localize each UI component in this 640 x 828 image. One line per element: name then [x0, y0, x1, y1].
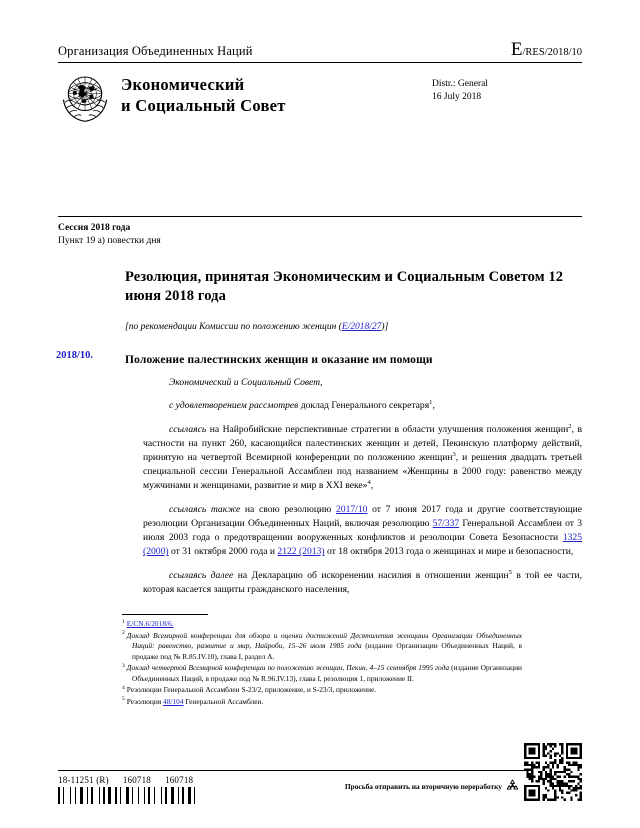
title-block — [56, 268, 582, 368]
footnote-2 — [122, 631, 522, 663]
p2-footnote-ref[interactable]: 1 — [429, 399, 433, 407]
organ-title-line1: Экономический — [121, 75, 245, 94]
distribution-block — [432, 70, 582, 104]
p3-b: , в частности на пункт 260, касающийся палестинских женщин и детей, Пекинскую платформу действий, принятую на четвертой Всемирной конференции по положению женщин — [143, 423, 582, 464]
organization-name: Организация Объединенных Наций — [58, 44, 253, 58]
p4-d: от 31 октября 2000 года и — [168, 546, 278, 558]
footnote-2-title: Доклад Всемирной конференции для обзора и оценки достижений Десятилетия женщины Организации Объединенных Наций: равенство, развитие и мир, Найроби, 15–26 июля 1985 года — [126, 630, 522, 651]
masthead-rule — [58, 62, 582, 63]
p4-c: Генеральной Ассамблеи от 3 июля 2003 года о предотвращении вооруженных конфликтов и резолюции Совета Безопасности — [143, 518, 582, 544]
qr-code — [524, 743, 582, 801]
recycle-note — [345, 775, 520, 795]
p3-footnote-ref-4[interactable]: 4 — [367, 479, 371, 487]
footnote-1 — [122, 619, 522, 630]
footnote-5-number: 5 — [122, 696, 125, 703]
p5-b: в той ее части, которая касается защиты гражданского населения, — [143, 570, 582, 596]
paragraph-recalling — [143, 423, 582, 493]
document-symbol-rest: /RES/2018/10 — [522, 47, 582, 58]
organ-title-line2: и Социальный Совет — [121, 96, 286, 116]
p2-italic: с удовлетворением рассмотрев — [169, 400, 299, 412]
p3-italic: ссылаясь — [169, 423, 207, 435]
recycle-icon — [505, 778, 520, 795]
footnote-5-text: Генеральной Ассамблеи. — [183, 696, 264, 706]
footnote-2-text: (издание Организации Объединенных Наций, в продаже под № R.85.IV.10), глава I, раздел A. — [132, 641, 522, 661]
page-title: Резолюция, принятая Экономическим и Социальным Советом 12 июня 2018 года — [125, 269, 564, 305]
footnote-4 — [122, 685, 522, 696]
resolution-subject: Положение палестинских женщин и оказание им помощи — [125, 354, 433, 367]
paragraph-organ — [143, 376, 582, 390]
job-number — [58, 775, 199, 785]
paragraph-recalling-also — [143, 503, 582, 559]
footer-rule — [58, 770, 582, 771]
job-date-2: 160718 — [165, 775, 194, 785]
job-date-1: 160718 — [122, 775, 152, 785]
session-label: Сессия 2018 года — [58, 223, 131, 233]
recommendation-prefix: [по рекомендации Комиссии по положению женщин ( — [125, 322, 342, 333]
p5-italic: ссылаясь далее — [169, 570, 234, 581]
p1-rest: , — [320, 376, 323, 388]
footnote-1-number: 1 — [122, 618, 125, 625]
body-text — [143, 366, 582, 606]
footnote-5-link[interactable]: 48/104 — [163, 696, 184, 706]
organization-line — [58, 40, 582, 61]
agenda-item: Пункт 19 a) повестки дня — [58, 235, 161, 246]
recycle-note-text: Просьба отправить на вторичную переработку — [344, 782, 502, 791]
p5-a: на Декларацию об искоренении насилия в отношении женщин — [233, 570, 509, 581]
p2-rest: доклад Генерального секретаря — [298, 400, 430, 412]
resolution-link-2017-10[interactable]: 2017/10 — [335, 504, 368, 516]
footnote-separator — [122, 614, 208, 615]
footnote-5 — [122, 697, 522, 708]
p1-italic: Экономический и Социальный Совет — [169, 376, 321, 388]
p4-a: на свою резолюцию — [240, 504, 336, 516]
p3-d: , — [370, 480, 374, 492]
session-block — [58, 216, 582, 248]
masthead-body — [58, 70, 582, 124]
footnote-3 — [122, 663, 522, 684]
p3-footnote-ref-2[interactable]: 2 — [568, 422, 572, 430]
footnote-3-title: Доклад четвертой Всемирной конференции по положению женщин, Пекин, 4–15 сентября 1995 года — [126, 663, 450, 673]
p4-e: от 18 октября 2013 года о женщинах и мире и безопасности, — [324, 546, 574, 558]
page-footer — [58, 770, 582, 804]
p2-tail: , — [432, 400, 435, 412]
footnotes-block — [122, 614, 522, 708]
job-number-block — [58, 775, 199, 804]
job-number-code: 18-11251 (R) — [58, 775, 109, 785]
paragraph-recalling-further — [143, 569, 582, 597]
recycle-wrap — [345, 775, 582, 795]
document-date: 16 July 2018 — [432, 92, 482, 103]
resolution-link-2122[interactable]: 2122 (2013) — [277, 546, 325, 558]
footnote-3-text: (издание Организации Объединенных Наций, в продаже под № R.96.IV.13), глава I, резолюция 1, приложение II. — [132, 663, 522, 683]
resolution-number: 2018/10. — [56, 350, 94, 362]
footnote-1-link[interactable]: E/CN.6/2018/6. — [126, 619, 174, 628]
p3-a: на Найробийские перспективные стратегии в области улучшения положения женщин — [206, 423, 569, 435]
session-rule — [58, 216, 582, 217]
document-symbol — [511, 40, 582, 59]
recommendation-link[interactable]: E/2018/27 — [341, 322, 382, 333]
document-symbol-letter: E — [510, 39, 523, 60]
footnote-3-number: 3 — [122, 662, 125, 669]
p4-italic: ссылаясь также — [169, 504, 241, 516]
p4-b: от 7 июня 2017 года и другие соответствующие резолюции Организации Объединенных Наций, включая резолюцию — [143, 504, 583, 530]
resolution-link-1325[interactable]: 1325 (2000) — [143, 532, 582, 558]
masthead — [58, 40, 582, 124]
footnote-5-prefix: Резолюция — [126, 696, 164, 706]
un-emblem-icon — [58, 70, 112, 124]
footnote-2-number: 2 — [122, 630, 125, 637]
organ-title — [121, 70, 432, 116]
p3-c: , и решения двадцать третьей специальной сессии Генеральной Ассамблеи под названием «Женщины в 2000 году: равенство между мужчинами и женщинами, развитие и мир в XXI веке» — [143, 452, 582, 492]
barcode — [58, 787, 199, 804]
resolution-link-57-337[interactable]: 57/337 — [432, 518, 460, 530]
footnote-4-number: 4 — [122, 684, 125, 691]
paragraph-considered — [143, 399, 582, 413]
recommendation-suffix: )] — [381, 322, 389, 333]
footer-row — [58, 775, 582, 804]
p5-footnote-ref-5[interactable]: 5 — [508, 568, 512, 576]
distribution-type: Distr.: General — [432, 79, 488, 89]
p3-footnote-ref-3[interactable]: 3 — [452, 450, 456, 458]
footnote-4-text: Резолюции Генеральной Ассамблеи S-23/2, приложение, и S-23/3, приложение. — [126, 685, 377, 695]
recommendation-note — [125, 321, 582, 334]
